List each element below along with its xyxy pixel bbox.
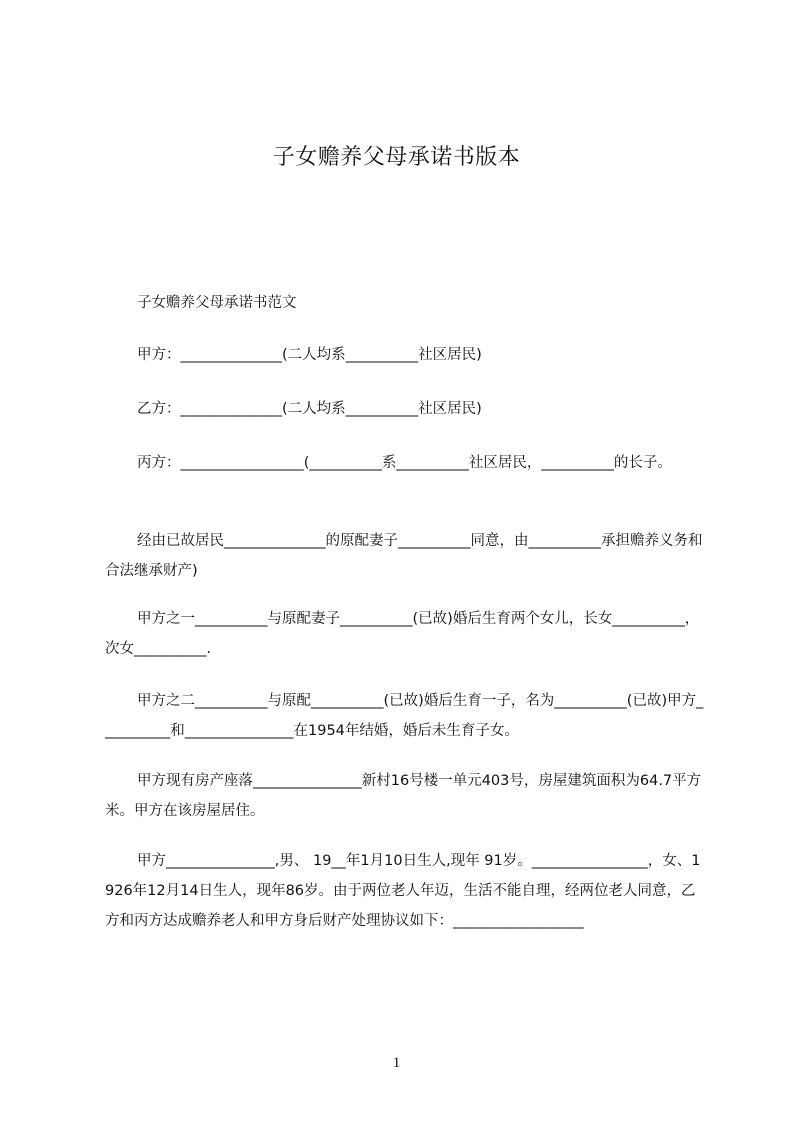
document-title: 子女赡养父母承诺书版本	[272, 145, 521, 170]
paragraph-party-a-two: 甲方之二__________与原配__________(已故)婚后生育一子，名为__________(已故)甲方__________和_______________在1954年结婚，婚后未生育子女。	[105, 693, 704, 739]
paragraph-agreement: 甲方_______________,男、 19__年1月10日生人,现年 91岁。________________，女、1926年12月14日生人，现年86岁。由于两位老人年迈，生活不能自理，经两位老人同意，乙方和丙方达成赡养老人和甲方身后财产处理协议如下：__________________	[105, 853, 701, 929]
paragraph-property: 甲方现有房产座落_______________新村16号楼一单元403号，房屋建筑面积为64.7平方米。甲方在该房屋居住。	[105, 773, 702, 819]
paragraph-party-c: 丙方：_________________(__________系__________社区居民，__________的长子。	[137, 455, 672, 471]
paragraph-party-b: 乙方：______________(二人均系__________社区居民)	[137, 401, 482, 417]
paragraph-consent: 经由已故居民______________的原配妻子__________同意，由__________承担赡养义务和合法继承财产)	[105, 533, 703, 579]
paragraph-party-a: 甲方：______________(二人均系__________社区居民)	[137, 347, 482, 363]
page-number: 1	[392, 1055, 401, 1071]
paragraph-intro: 子女赡养父母承诺书范文	[137, 295, 297, 311]
paragraph-party-a-one: 甲方之一__________与原配妻子__________(已故)婚后生育两个女儿，长女__________，次女__________.	[105, 611, 700, 657]
